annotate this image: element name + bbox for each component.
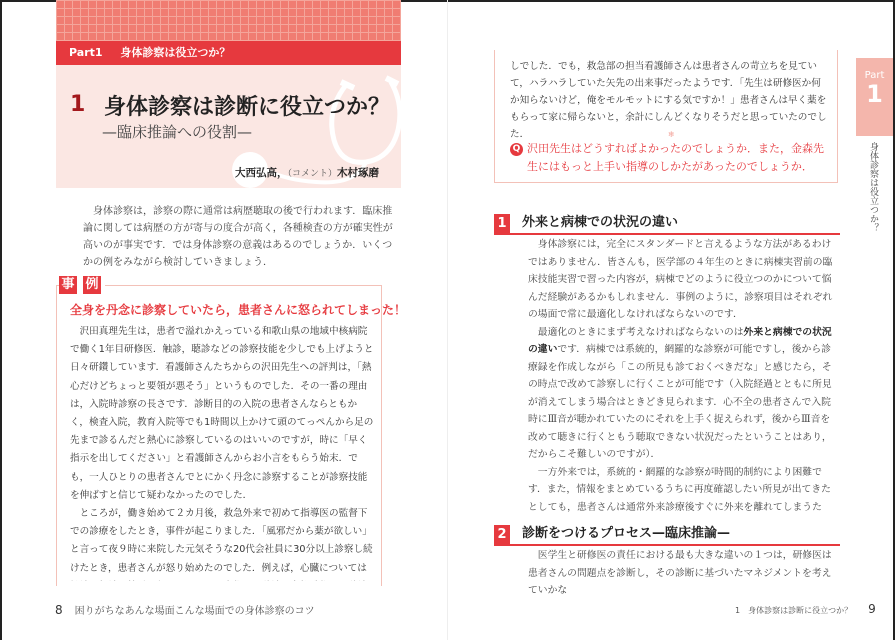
section-number: 1: [494, 214, 510, 233]
section-title: 外来と病棟での状況の違い: [522, 215, 679, 230]
case-paragraph: ところが，働き始めて２カ月後，救急外来で初めて指導医の監督下での診療をしたとき，事件が起こりました．「風邪だから薬が欲しい」と言って夜９時に来院した元気そうな20代会社員に30分以上診察し続けたとき，患者さんが怒り始めたのでした．例えば，心臓については: [70, 508, 373, 574]
case-title: 全身を丹念に診察していたら，患者さんに怒られてしまった！: [70, 303, 407, 317]
case-label-char-2: 例: [83, 276, 101, 294]
intro-paragraph: 身体診察は，診察の際に通常は病歴聴取の後で行われます．臨床推論に関しては病歴の方が寄与の度合が高く，各種検査の方が確実性が高いのが事実です．では身体診察の意義はあるのでしょうか．いくつかの例をみながら検討していきましょう．: [83, 206, 393, 268]
author-comment: 木村琢磨: [337, 167, 379, 179]
page-number-right: 9: [868, 602, 876, 616]
part-title: 身体診察は役立つか？: [120, 46, 231, 59]
chapter-title: 身体診察は診断に役立つか？: [104, 95, 391, 120]
section-body: [528, 547, 838, 600]
case-label: [59, 276, 105, 294]
section-title: 診断をつけるプロセス—臨床推論—: [522, 526, 731, 541]
footer-right: [735, 602, 876, 616]
paragraph-text: です．病棟では系統的，網羅的な診察が可能ですし，後から診療録を作成しながら「この所見も診ておくべきだな」と感じたら，その時点で改めて診察しに行くことが可能です（入院経過とともに所見が消えてしまう場合はときどき見られます．心不全の患者さんで入院時にⅢ音が聴かれていたのにそれを上手く捉えられず，後からⅢ音を改めて聴きに行くともう聴取できない状況だったということはあり，だからこそ難しいのですが）．: [528, 344, 832, 460]
question-icon: Q: [510, 143, 523, 156]
section-paragraph: 一方外来では，系統的・網羅的な診察が時間的制約により困難です．また，情報をまとめているうちに再度確認したい所見が出てきたとしても，患者さんは通常外来診療後すぐに外来を離れてしまうた: [528, 466, 831, 513]
author-comment-label: （コメント）: [287, 169, 337, 179]
section-body: [528, 236, 838, 516]
page-number-left: 8: [55, 603, 63, 617]
case-paragraph: 沢田真理先生は，患者で溢れかえっている和歌山県の地域中核病院で働く1年目研修医．触診，聴診などの診察技能を少しでも上げようと日々研鑽しています．看護師さんたちからの沢田先生への評判は，「熱心だけどちょっと要領が悪そう」というものでした．その一番の理由は，入院時診察の長さです．診断目的の入院の患者さんならともかく，検査入院，教育入院等でも1時間以上かけて頭のてっぺんから足の先まで診るんだと熱心に診察しているのはいいのですが，時に「早く指示を出してください」と看護師さんからお小言をもらう始末．でも，一人ひとりの患者さんでとにかく丹念に診察することが診察技能を伸ばすと信じて疑わなかったのでした．: [70, 326, 374, 501]
part-label: Part1: [69, 46, 103, 59]
case-continuation: しでした．でも，救急部の担当看護師さんは患者さんの苛立ちを見ていて，ハラハラしていた矢先の出来事だったようです．「先生は研修医か何か知らないけど，俺をモルモットにする気ですか！」患者さんは早く薬をもらって家に帰らないと，余計にしんどくなりそうだと思っていたのでした．: [510, 61, 827, 140]
part-bar: [56, 41, 401, 65]
section-number: 2: [494, 525, 510, 544]
side-tab[interactable]: [856, 58, 893, 136]
chapter-header: [56, 0, 401, 188]
separator-mark: ❄: [668, 130, 675, 139]
chapter-authors: [235, 165, 379, 180]
emphasis-text: 外来と病棟での状況の違い: [528, 326, 832, 355]
section-heading: [494, 525, 840, 546]
side-tab-title: 身体診察は役立つか？: [868, 142, 878, 232]
section-heading: [494, 214, 840, 235]
case-body: [70, 323, 375, 581]
author-main: 大西弘高，: [234, 167, 288, 179]
page-border-left: [0, 0, 2, 640]
case-question: 沢田先生はどうすればよかったのでしょうか．また，金森先生にはもっと上手い指導のしかたがあったのでしょうか．: [527, 142, 824, 173]
side-tab-part: Part: [864, 70, 885, 81]
section-paragraph: [528, 324, 838, 464]
page-spine: [447, 0, 448, 640]
chapter-subtitle: —臨床推論への役割—: [102, 123, 253, 141]
paragraph-text: 最適化のときにまず考えなければならないのは: [537, 326, 744, 338]
header-grid-pattern: [56, 0, 401, 41]
running-title-left: 困りがちなあんな場面こんな場面での身体診察のコツ: [74, 606, 315, 617]
footer-left: [55, 602, 315, 617]
section-paragraph: 身体診察には，完全にスタンダードと言えるような方法があるわけではありません．皆さんも，医学部の４年生のときに病棟実習前の臨床技能実習で習った内容が，病棟でどのように役立つのかについて悩んだ経験があるかもしれません．事例のように，診察項目はそれぞれの場面で常に最適化しなければならないのです．: [528, 239, 833, 320]
running-title-right: 1 身体診察は診断に役立つか？: [735, 606, 853, 615]
case-label-char-1: 事: [59, 276, 77, 294]
side-tab-number: 1: [866, 80, 883, 108]
section-paragraph: 医学生と研修医の責任における最も大きな違いの１つは，研修医は患者さんの問題点を診断し，その診断に基づいたマネジメントを考えていかな: [528, 550, 832, 596]
chapter-number: 1: [70, 92, 86, 117]
